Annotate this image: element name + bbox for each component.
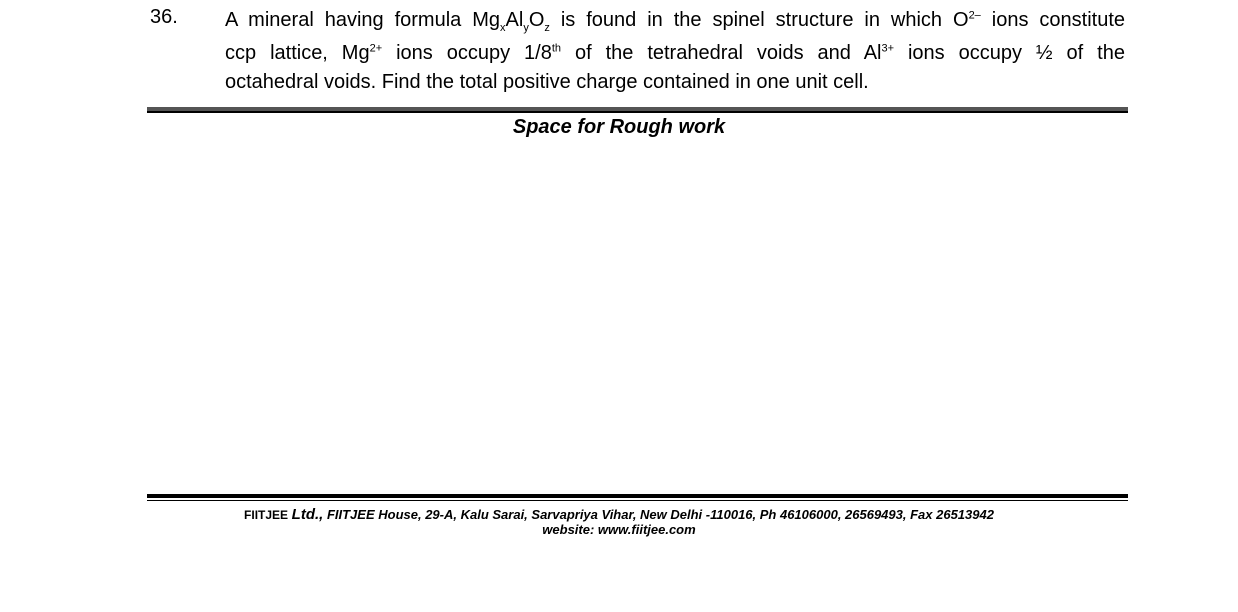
text-segment: ions constitute (980, 9, 1125, 31)
subscript-z: z (544, 22, 550, 34)
brand-name: FIITJEE (244, 508, 289, 522)
text-segment: A mineral having formula Mg (225, 9, 501, 31)
text-segment: ccp lattice, Mg (225, 42, 370, 64)
superscript-al-charge: 3+ (881, 42, 895, 55)
text-segment: ions occupy ½ of the (894, 42, 1125, 64)
question-number: 36. (150, 6, 178, 28)
divider-thin (147, 111, 1128, 113)
text-segment: O (528, 9, 545, 31)
question-line-3: octahedral voids. Find the total positive charge contained in one unit cell. (225, 71, 869, 93)
subscript-x: x (500, 22, 506, 34)
address-text: FIITJEE House, 29-A, Kalu Sarai, Sarvapriya Vihar, New Delhi -110016, Ph 46106000, 26569493, Fax 26513942 (326, 507, 994, 522)
text-segment: Al (505, 9, 524, 31)
text-segment: of the tetrahedral voids and Al (561, 42, 882, 64)
superscript-th: th (551, 42, 562, 55)
superscript-mg-charge: 2+ (369, 42, 383, 55)
footer-website: website: www.fiitjee.com (542, 522, 696, 537)
text-segment: ions occupy 1/8 (382, 42, 552, 64)
subscript-y: y (523, 22, 529, 34)
footer-divider-thick (147, 494, 1128, 498)
question-line-1 (225, 4, 1125, 37)
rough-work-heading: Space for Rough work (512, 116, 726, 138)
text-segment: is found in the spinel structure in which O (549, 9, 969, 31)
footer-address (0, 506, 1238, 523)
question-text (225, 4, 1125, 99)
superscript-oxide-charge: 2– (968, 9, 981, 22)
footer-divider-thin (147, 500, 1128, 501)
brand-ltd: Ltd., (291, 506, 324, 523)
